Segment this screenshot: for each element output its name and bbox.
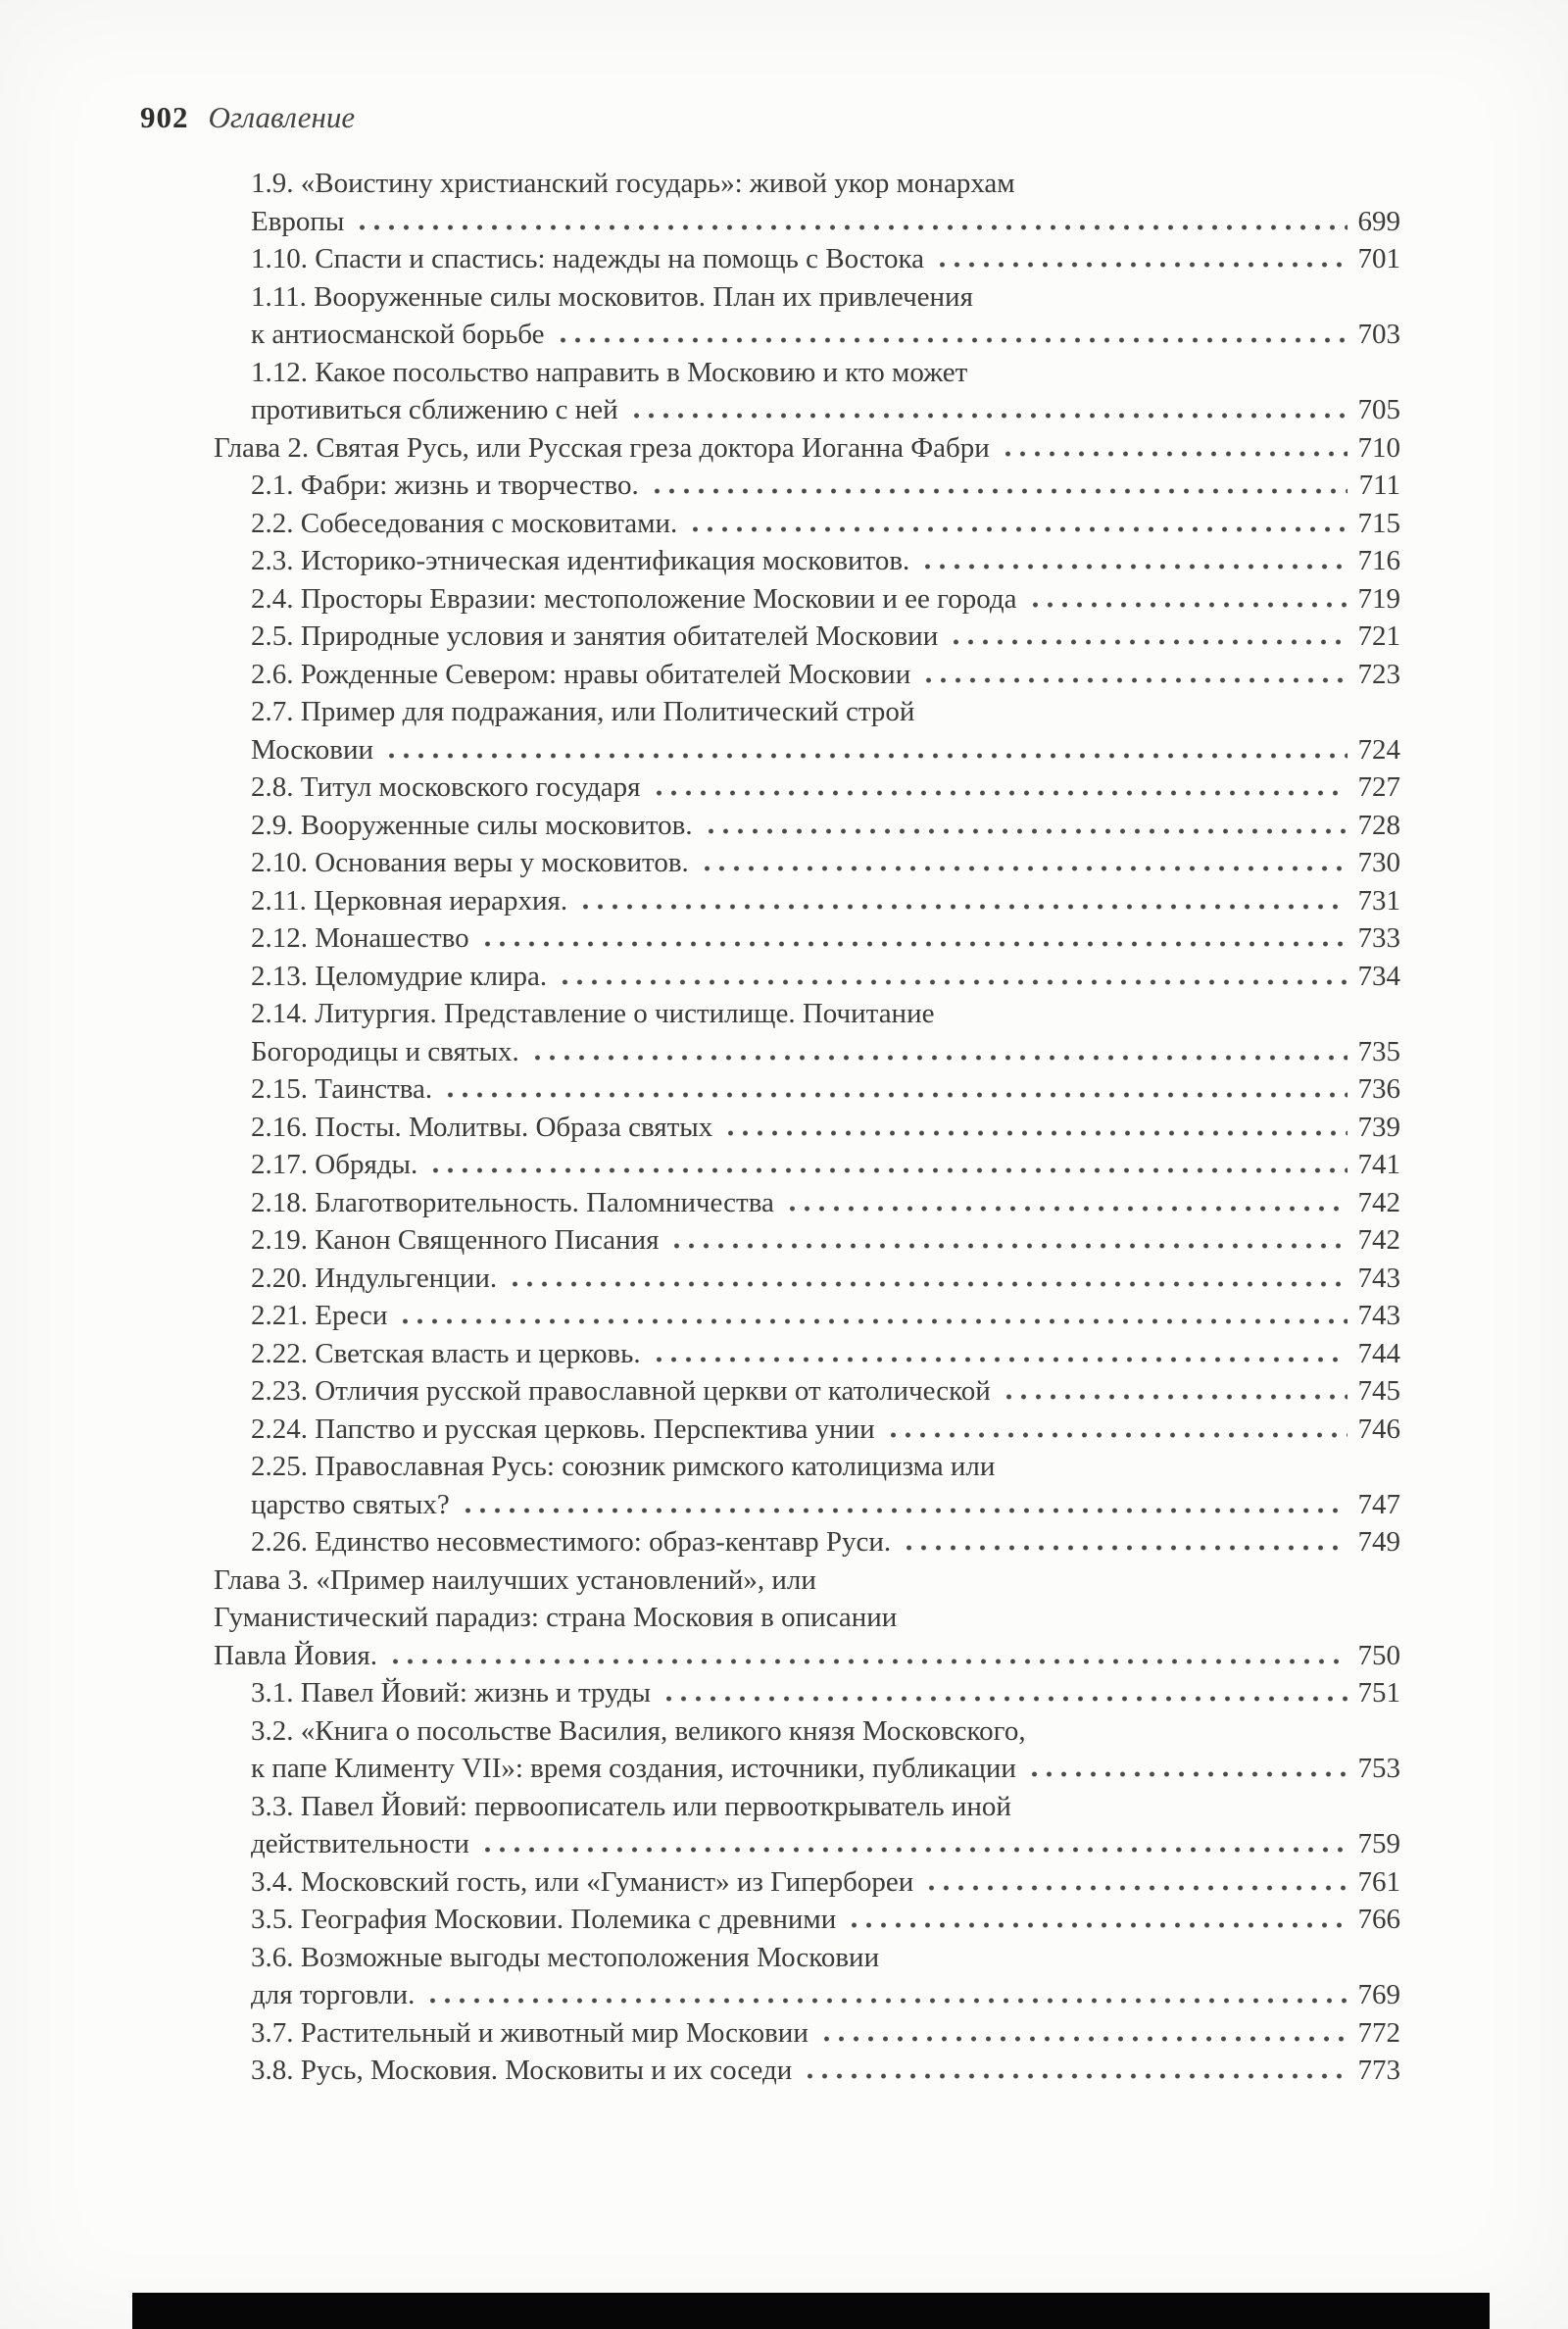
toc-entry-text: 2.3. Историко-этническая идентификация московитов. [251,545,910,576]
toc-entry [251,354,1400,429]
dot-leader [382,753,1348,759]
toc-page-number: 772 [1357,2016,1400,2049]
toc-entry-text: 2.21. Ереси [251,1300,388,1331]
toc-entry [251,1674,1400,1712]
toc-entry-text: 2.26. Единство несовместимого: образ-кентавр Руси. [251,1526,892,1558]
dot-leader [506,1281,1348,1287]
toc-entry-text: 2.16. Посты. Молитвы. Образа святых [251,1111,713,1143]
toc-page-number: 741 [1357,1149,1400,1180]
toc-entry-line [251,1146,1400,1184]
toc-entry-text: Павла Йовия. [214,1639,377,1671]
toc-page-number: 703 [1357,319,1400,350]
toc-page-number: 715 [1357,507,1400,539]
toc-entry-text: 2.9. Вооруженные силы московитов. [251,809,693,841]
dot-leader [919,677,1348,683]
toc-entry-line [251,919,1400,958]
toc-page-number: 723 [1357,658,1400,690]
dot-leader [801,2073,1348,2079]
toc-entry-line [251,505,1400,543]
toc-page-number: 749 [1357,1526,1400,1558]
toc-entry [251,1863,1400,1902]
toc-entry-line [251,2014,1400,2053]
toc-entry-line [251,1674,1400,1712]
toc-entry [251,240,1400,278]
toc-page-number: 769 [1357,1979,1400,2010]
toc-entry-line [251,1788,1400,1826]
toc-entry [251,656,1400,694]
toc-entry [251,693,1400,768]
toc-entry [251,467,1400,505]
toc-page-number: 701 [1357,243,1400,274]
toc-entry-line [251,882,1400,920]
toc-entry-text: 2.2. Собеседования с московитами. [251,507,678,539]
toc-entry [251,1260,1400,1298]
toc-page-number: 759 [1357,1828,1400,1859]
toc-entry-text: 2.8. Титул московского государя [251,771,641,803]
dot-leader [554,337,1348,343]
toc-entry-text: 2.4. Просторы Евразии: местоположение Московии и ее города [251,582,1017,615]
toc-entry-text: 2.5. Природные условия и занятия обитателей Московии [251,620,939,652]
toc-entry-line [251,467,1400,505]
toc-entry-text: для торговли. [251,1979,416,2010]
toc-entry-line [251,165,1400,203]
toc-entry-line [251,768,1400,807]
toc-entry [251,768,1400,807]
toc-entry-text: 2.25. Православная Русь: союзник римского католицизма или [251,1451,996,1482]
toc-page-number: 766 [1357,1904,1400,1935]
toc-entry-line [251,391,1400,429]
dot-leader [576,904,1348,910]
toc-entry [251,1146,1400,1184]
toc-entry-text: 2.24. Папство и русская церковь. Перспектива унии [251,1412,875,1445]
toc-entry-text: 2.10. Основания веры у московитов. [251,847,689,878]
toc-entry-text: 3.2. «Книга о посольстве Василия, великого князя Московского, [251,1714,1026,1747]
toc-entry-line [251,1448,1400,1486]
toc-entry-line [251,1939,1400,1977]
toc-entry [251,1070,1400,1109]
toc-page-number: 745 [1357,1375,1400,1407]
toc-page-number: 721 [1357,620,1400,652]
dot-leader [1026,602,1348,608]
toc-page-number: 711 [1358,470,1400,501]
toc-entry [251,807,1400,845]
toc-entry-line [251,354,1400,392]
toc-entry-line [251,1335,1400,1373]
toc-page-number: 728 [1357,809,1400,841]
dot-leader [845,1922,1348,1928]
toc-page-number: 730 [1357,847,1400,878]
toc-entry [251,1901,1400,1939]
toc-entry [251,958,1400,996]
scan-artifact-bar [132,2293,1490,2329]
toc-entry-line [251,316,1400,354]
dot-leader [900,1545,1348,1551]
toc-page-number: 751 [1357,1677,1400,1709]
dot-leader [817,2036,1348,2042]
toc-entry-line [251,1712,1400,1751]
toc-page-number: 731 [1357,884,1400,917]
dot-leader [650,1357,1348,1363]
dot-leader [783,1206,1348,1212]
dot-leader [650,790,1348,796]
dot-leader [426,1167,1348,1173]
toc-entry-text: 1.9. «Воистину христианский государь»: живой укор монархам [251,168,1015,199]
toc-entry-text: к антиосманской борьбе [251,319,545,350]
toc-page-number: 719 [1357,582,1400,615]
toc-entry-text: 3.7. Растительный и животный мир Московии [251,2016,808,2049]
toc-page-number: 753 [1357,1753,1400,1784]
toc-entry-line [251,278,1400,317]
toc-entry [251,542,1400,580]
toc-entry-text: противиться сближению с ней [251,394,618,425]
toc-page-number: 742 [1357,1224,1400,1256]
toc-entry [251,278,1400,354]
toc-entry-text: 2.23. Отличия русской православной церкви от католической [251,1375,991,1407]
toc-page-number: 739 [1357,1111,1400,1143]
dot-leader [627,413,1348,419]
toc-entry-text: 2.7. Пример для подражания, или Политический строй [251,696,915,727]
toc-entry-line [251,693,1400,731]
toc-page-number: 727 [1357,771,1400,803]
toc-entry-line [251,995,1400,1033]
toc-entry-text: Глава 2. Святая Русь, или Русская греза доктора Иоганна Фабри [214,431,990,464]
toc-page-number: 724 [1357,733,1400,766]
toc-entry-line [251,1750,1400,1788]
toc-entry [251,844,1400,882]
toc-entry-text: 1.10. Спасти и спастись: надежды на помощь с Востока [251,243,924,274]
page-header [140,100,355,135]
toc-entry-line [251,731,1400,769]
toc-entry-text: 2.19. Канон Священного Писания [251,1224,660,1256]
toc-entry-text: 2.12. Монашество [251,922,469,954]
toc-entry-line [251,1109,1400,1147]
toc-entry-line [251,203,1400,241]
toc-entry-text: действительности [251,1828,469,1859]
toc-entry [251,1297,1400,1335]
toc-entry-text: Глава 3. «Пример наилучших установлений», или [214,1563,816,1596]
toc-page-number: 743 [1357,1300,1400,1331]
dot-leader [441,1092,1348,1098]
dot-leader [698,866,1348,871]
toc-entry [251,1109,1400,1147]
toc-page-number: 750 [1357,1639,1400,1671]
toc-entry-text: 2.17. Обряды. [251,1149,418,1180]
toc-entry-line [251,1033,1400,1071]
toc-entry [251,1788,1400,1863]
toc-entry-text: Московии [251,733,374,766]
dot-leader [386,1659,1348,1664]
toc-entry-line [251,844,1400,882]
dot-leader [353,224,1348,230]
toc-page-number: 736 [1357,1073,1400,1105]
toc-entry [251,1411,1400,1449]
toc-entry-line [251,618,1400,656]
toc-page-number: 699 [1357,205,1400,237]
dot-leader [918,564,1348,570]
toc-entry-line [214,1561,1400,1600]
toc-entry-text: 2.20. Индульгенции. [251,1262,498,1294]
toc-entry-line [251,580,1400,619]
toc-entry [251,882,1400,920]
toc-page-number: 773 [1357,2055,1400,2086]
toc-entry [251,1448,1400,1523]
toc-entry-line [251,656,1400,694]
toc-entry-text: Гуманистический парадиз: страна Московия в описании [214,1602,898,1633]
dot-leader [556,979,1348,985]
toc-entry-text: 3.5. География Московии. Полемика с древними [251,1904,837,1935]
toc-entry-line [251,240,1400,278]
toc-entry-line [251,1297,1400,1335]
toc-entry [251,2014,1400,2053]
toc-entry-text: 3.8. Русь, Московия. Московиты и их соседи [251,2055,793,2086]
dot-leader [999,451,1348,457]
toc-entry-line [214,1599,1400,1637]
toc-entry-text: 3.1. Павел Йовий: жизнь и труды [251,1677,651,1709]
toc-entry-line [251,958,1400,996]
running-head: Оглавление [208,100,356,134]
toc-entry-line [214,1637,1400,1675]
toc-entry-text: 3.4. Московский гость, или «Гуманист» из Гипербореи [251,1865,914,1898]
toc-entry-text: Европы [251,205,345,237]
toc-page-number: 742 [1357,1186,1400,1218]
toc-entry [251,1939,1400,2014]
toc-entry-text: царство святых? [251,1488,450,1520]
toc-page-number: 746 [1357,1412,1400,1445]
toc-entry-text: 1.12. Какое посольство направить в Московию и кто может [251,356,968,388]
toc-chapter-entry [214,429,1400,468]
dot-leader [423,1998,1348,2004]
toc-page-number: 744 [1357,1337,1400,1369]
toc-entry-line [251,542,1400,580]
toc-page-number: 733 [1357,922,1400,954]
dot-leader [1025,1771,1348,1777]
toc-entry-line [251,1184,1400,1222]
toc-entry [251,2052,1400,2090]
toc-page-number: 716 [1357,545,1400,576]
toc-entry-line [251,1221,1400,1260]
toc-entry-line [251,1411,1400,1449]
toc-entry-text: 2.22. Светская власть и церковь. [251,1337,641,1369]
dot-leader [478,1847,1348,1853]
toc-entry-text: 2.6. Рожденные Севером: нравы обитателей Московии [251,658,911,690]
toc-entry-text: 2.14. Литургия. Представление о чистилище. Почитание [251,998,935,1029]
toc-entry-line [251,1825,1400,1863]
toc-page-number: 710 [1357,431,1400,464]
toc-entry-line [214,429,1400,468]
toc-page-number: 761 [1357,1865,1400,1898]
toc-entry-text: 2.1. Фабри: жизнь и творчество. [251,470,639,501]
toc-page-number: 705 [1357,394,1400,425]
dot-leader [947,639,1348,645]
page-number: 902 [140,100,189,134]
dot-leader [1000,1394,1348,1400]
dot-leader [933,262,1348,268]
toc-page-number: 747 [1357,1488,1400,1520]
toc-entry-text: 3.3. Павел Йовий: первоописатель или первооткрыватель иной [251,1790,1011,1822]
dot-leader [667,1243,1348,1249]
dot-leader [396,1318,1348,1324]
dot-leader [660,1696,1348,1702]
toc-entry [251,995,1400,1070]
dot-leader [459,1508,1348,1513]
table-of-contents [214,165,1400,2090]
toc-entry-text: 2.15. Таинства. [251,1073,433,1105]
dot-leader [648,488,1348,494]
toc-entry [251,1523,1400,1561]
toc-entry-line [251,1523,1400,1561]
toc-entry-text: 1.11. Вооруженные силы московитов. План их привлечения [251,280,973,313]
toc-entry-line [251,1863,1400,1902]
toc-entry-text: 2.13. Целомудрие клира. [251,960,548,992]
toc-page-number: 743 [1357,1262,1400,1294]
toc-entry-text: Богородицы и святых. [251,1035,519,1067]
toc-entry [251,1335,1400,1373]
toc-page-number: 734 [1357,960,1400,992]
dot-leader [528,1055,1348,1061]
dot-leader [702,828,1348,834]
dot-leader [922,1885,1348,1891]
dot-leader [721,1130,1348,1136]
toc-entry-text: к папе Клименту VII»: время создания, источники, публикации [251,1753,1016,1784]
toc-entry-text: 2.11. Церковная иерархия. [251,884,568,917]
dot-leader [884,1432,1348,1438]
toc-entry [251,618,1400,656]
toc-entry [251,1712,1400,1788]
toc-entry [251,1184,1400,1222]
toc-entry-line [251,1260,1400,1298]
toc-entry [251,1372,1400,1411]
toc-entry-line [251,1976,1400,2014]
toc-entry-line [251,1372,1400,1411]
dot-leader [478,941,1348,947]
toc-entry [251,919,1400,958]
toc-entry-line [251,2052,1400,2090]
toc-page-number: 735 [1357,1035,1400,1067]
toc-chapter-entry [214,1561,1400,1675]
toc-entry-line [251,1901,1400,1939]
toc-entry-line [251,807,1400,845]
toc-entry-text: 3.6. Возможные выгоды местоположения Московии [251,1941,880,1973]
toc-entry-line [251,1070,1400,1109]
dot-leader [686,526,1348,532]
toc-entry [251,505,1400,543]
toc-entry-line [251,1486,1400,1524]
toc-entry [251,165,1400,240]
toc-entry [251,580,1400,619]
toc-entry-text: 2.18. Благотворительность. Паломничества [251,1186,774,1218]
toc-entry [251,1221,1400,1260]
